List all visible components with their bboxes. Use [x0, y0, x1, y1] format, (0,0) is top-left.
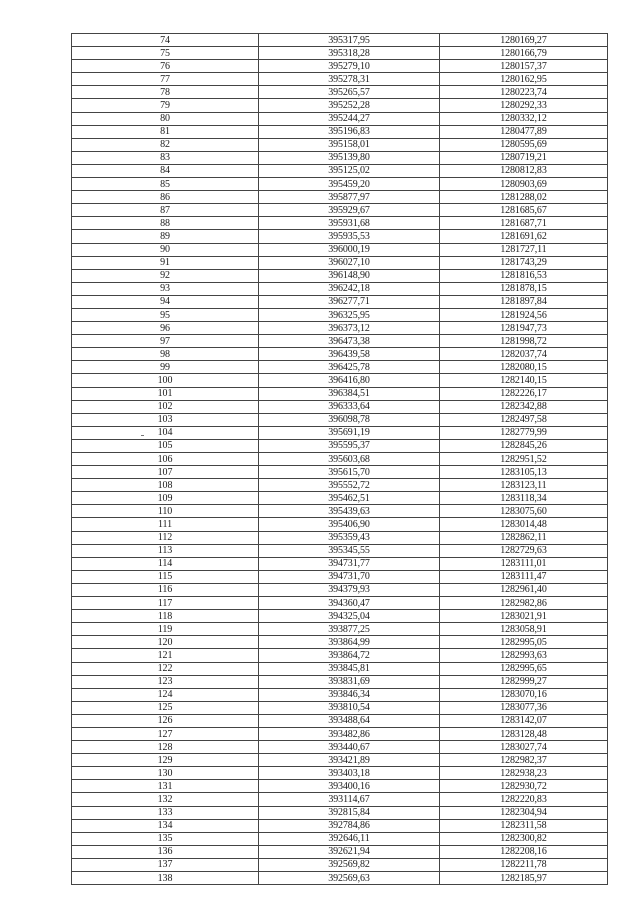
table-row — [72, 60, 608, 73]
x-coordinate-cell: 395318,28 — [259, 47, 440, 60]
x-coordinate-cell: 392784,86 — [259, 819, 440, 832]
table-row — [72, 714, 608, 727]
point-number-cell: 123 — [72, 675, 259, 688]
y-coordinate-cell: 1280595,69 — [440, 138, 608, 151]
x-coordinate-cell: 395935,53 — [259, 230, 440, 243]
table-row — [72, 531, 608, 544]
point-number-cell: 90 — [72, 243, 259, 256]
coordinates-table — [71, 33, 608, 885]
x-coordinate-cell: 395359,43 — [259, 531, 440, 544]
y-coordinate-cell: 1282845,26 — [440, 439, 608, 452]
y-coordinate-cell: 1283123,11 — [440, 479, 608, 492]
y-coordinate-cell: 1280169,27 — [440, 34, 608, 47]
y-coordinate-cell: 1283128,48 — [440, 727, 608, 740]
table-row — [72, 151, 608, 164]
point-number-cell: 108 — [72, 479, 259, 492]
table-row — [72, 727, 608, 740]
point-number-cell: 113 — [72, 544, 259, 557]
coordinates-table-body — [72, 34, 608, 885]
y-coordinate-cell: 1282961,40 — [440, 583, 608, 596]
point-number-cell: 117 — [72, 597, 259, 610]
x-coordinate-cell: 393831,69 — [259, 675, 440, 688]
y-coordinate-cell: 1281743,29 — [440, 256, 608, 269]
y-coordinate-cell: 1281998,72 — [440, 335, 608, 348]
point-number-cell: 132 — [72, 793, 259, 806]
y-coordinate-cell: 1283142,07 — [440, 714, 608, 727]
table-row — [72, 243, 608, 256]
table-row — [72, 308, 608, 321]
x-coordinate-cell: 395931,68 — [259, 217, 440, 230]
x-coordinate-cell: 395158,01 — [259, 138, 440, 151]
y-coordinate-cell: 1280812,83 — [440, 164, 608, 177]
table-row — [72, 374, 608, 387]
point-number-cell: 79 — [72, 99, 259, 112]
x-coordinate-cell: 392815,84 — [259, 806, 440, 819]
table-row — [72, 217, 608, 230]
point-number-cell: 87 — [72, 204, 259, 217]
table-row — [72, 649, 608, 662]
y-coordinate-cell: 1282982,86 — [440, 597, 608, 610]
x-coordinate-cell: 392646,11 — [259, 832, 440, 845]
point-number-cell: 125 — [72, 701, 259, 714]
table-row — [72, 858, 608, 871]
table-row — [72, 793, 608, 806]
table-row — [72, 99, 608, 112]
y-coordinate-cell: 1282185,97 — [440, 872, 608, 885]
point-number-cell: 86 — [72, 191, 259, 204]
table-row — [72, 544, 608, 557]
y-coordinate-cell: 1281947,73 — [440, 322, 608, 335]
x-coordinate-cell: 393845,81 — [259, 662, 440, 675]
point-number-cell: 105 — [72, 439, 259, 452]
y-coordinate-cell: 1282140,15 — [440, 374, 608, 387]
table-row — [72, 191, 608, 204]
x-coordinate-cell: 395877,97 — [259, 191, 440, 204]
point-number-cell: 129 — [72, 754, 259, 767]
point-number-cell: 97 — [72, 335, 259, 348]
table-row — [72, 701, 608, 714]
x-coordinate-cell: 396333,64 — [259, 400, 440, 413]
x-coordinate-cell: 396384,51 — [259, 387, 440, 400]
table-row — [72, 583, 608, 596]
point-number-cell: 134 — [72, 819, 259, 832]
table-row — [72, 295, 608, 308]
x-coordinate-cell: 392621,94 — [259, 845, 440, 858]
point-number-cell: 99 — [72, 361, 259, 374]
x-coordinate-cell: 394731,77 — [259, 557, 440, 570]
x-coordinate-cell: 396373,12 — [259, 322, 440, 335]
y-coordinate-cell: 1282311,58 — [440, 819, 608, 832]
y-coordinate-cell: 1280332,12 — [440, 112, 608, 125]
point-number-cell: 115 — [72, 570, 259, 583]
y-coordinate-cell: 1281687,71 — [440, 217, 608, 230]
table-row — [72, 256, 608, 269]
x-coordinate-cell: 396277,71 — [259, 295, 440, 308]
x-coordinate-cell: 395603,68 — [259, 453, 440, 466]
x-coordinate-cell: 393810,54 — [259, 701, 440, 714]
point-number-cell: 92 — [72, 269, 259, 282]
x-coordinate-cell: 394360,47 — [259, 597, 440, 610]
table-row — [72, 282, 608, 295]
x-coordinate-cell: 395406,90 — [259, 518, 440, 531]
x-coordinate-cell: 395125,02 — [259, 164, 440, 177]
table-row — [72, 570, 608, 583]
point-number-cell: 136 — [72, 845, 259, 858]
y-coordinate-cell: 1282729,63 — [440, 544, 608, 557]
point-number-cell: 112 — [72, 531, 259, 544]
y-coordinate-cell: 1281878,15 — [440, 282, 608, 295]
x-coordinate-cell: 396425,78 — [259, 361, 440, 374]
table-row — [72, 518, 608, 531]
x-coordinate-cell: 395929,67 — [259, 204, 440, 217]
table-row — [72, 453, 608, 466]
y-coordinate-cell: 1283118,34 — [440, 492, 608, 505]
point-number-cell: 130 — [72, 767, 259, 780]
point-number-cell: 107 — [72, 466, 259, 479]
point-number-cell: 77 — [72, 73, 259, 86]
point-number-cell: 106 — [72, 453, 259, 466]
point-number-cell: 126 — [72, 714, 259, 727]
y-coordinate-cell: 1280166,79 — [440, 47, 608, 60]
table-row — [72, 269, 608, 282]
y-coordinate-cell: 1283027,74 — [440, 741, 608, 754]
x-coordinate-cell: 394731,70 — [259, 570, 440, 583]
table-row — [72, 361, 608, 374]
x-coordinate-cell: 393114,67 — [259, 793, 440, 806]
table-row — [72, 387, 608, 400]
y-coordinate-cell: 1282304,94 — [440, 806, 608, 819]
y-coordinate-cell: 1280223,74 — [440, 86, 608, 99]
y-coordinate-cell: 1283111,01 — [440, 557, 608, 570]
x-coordinate-cell: 395278,31 — [259, 73, 440, 86]
x-coordinate-cell: 394379,93 — [259, 583, 440, 596]
table-row — [72, 767, 608, 780]
x-coordinate-cell: 396148,90 — [259, 269, 440, 282]
point-number-cell: 75 — [72, 47, 259, 60]
point-number-cell: 137 — [72, 858, 259, 871]
y-coordinate-cell: 1281897,84 — [440, 295, 608, 308]
table-row — [72, 178, 608, 191]
point-number-cell: 93 — [72, 282, 259, 295]
point-number-cell: 127 — [72, 727, 259, 740]
y-coordinate-cell: 1282779,99 — [440, 426, 608, 439]
table-row — [72, 230, 608, 243]
y-coordinate-cell: 1282999,27 — [440, 675, 608, 688]
x-coordinate-cell: 396416,80 — [259, 374, 440, 387]
y-coordinate-cell: 1280903,69 — [440, 178, 608, 191]
y-coordinate-cell: 1283014,48 — [440, 518, 608, 531]
x-coordinate-cell: 395462,51 — [259, 492, 440, 505]
point-number-cell: 100 — [72, 374, 259, 387]
x-coordinate-cell: 395279,10 — [259, 60, 440, 73]
point-number-cell: 84 — [72, 164, 259, 177]
table-row — [72, 754, 608, 767]
x-coordinate-cell: 395252,28 — [259, 99, 440, 112]
x-coordinate-cell: 393846,34 — [259, 688, 440, 701]
x-coordinate-cell: 395615,70 — [259, 466, 440, 479]
x-coordinate-cell: 393864,99 — [259, 636, 440, 649]
table-row — [72, 413, 608, 426]
x-coordinate-cell: 395196,83 — [259, 125, 440, 138]
point-number-cell: 119 — [72, 623, 259, 636]
point-number-cell: 82 — [72, 138, 259, 151]
table-row — [72, 479, 608, 492]
x-coordinate-cell: 392569,63 — [259, 872, 440, 885]
table-row — [72, 675, 608, 688]
x-coordinate-cell: 395244,27 — [259, 112, 440, 125]
table-row — [72, 466, 608, 479]
point-number-cell: 101 — [72, 387, 259, 400]
y-coordinate-cell: 1282951,52 — [440, 453, 608, 466]
y-coordinate-cell: 1280719,21 — [440, 151, 608, 164]
x-coordinate-cell: 393421,89 — [259, 754, 440, 767]
point-number-cell: 88 — [72, 217, 259, 230]
point-number-cell: 131 — [72, 780, 259, 793]
y-coordinate-cell: 1282930,72 — [440, 780, 608, 793]
table-row — [72, 872, 608, 885]
y-coordinate-cell: 1281924,56 — [440, 308, 608, 321]
table-row — [72, 86, 608, 99]
x-coordinate-cell: 393400,16 — [259, 780, 440, 793]
x-coordinate-cell: 393488,64 — [259, 714, 440, 727]
y-coordinate-cell: 1280292,33 — [440, 99, 608, 112]
point-number-cell: 118 — [72, 610, 259, 623]
table-row — [72, 125, 608, 138]
table-row — [72, 348, 608, 361]
point-number-cell: 78 — [72, 86, 259, 99]
y-coordinate-cell: 1282982,37 — [440, 754, 608, 767]
x-coordinate-cell: 396242,18 — [259, 282, 440, 295]
table-row — [72, 688, 608, 701]
x-coordinate-cell: 395139,80 — [259, 151, 440, 164]
x-coordinate-cell: 395595,37 — [259, 439, 440, 452]
y-coordinate-cell: 1282995,05 — [440, 636, 608, 649]
point-number-cell: 120 — [72, 636, 259, 649]
x-coordinate-cell: 396098,78 — [259, 413, 440, 426]
y-coordinate-cell: 1282220,83 — [440, 793, 608, 806]
table-row — [72, 439, 608, 452]
x-coordinate-cell: 395459,20 — [259, 178, 440, 191]
y-coordinate-cell: 1282938,23 — [440, 767, 608, 780]
point-number-cell: 124 — [72, 688, 259, 701]
y-coordinate-cell: 1282995,65 — [440, 662, 608, 675]
point-number-cell: 135 — [72, 832, 259, 845]
y-coordinate-cell: 1281727,11 — [440, 243, 608, 256]
y-coordinate-cell: 1282300,82 — [440, 832, 608, 845]
y-coordinate-cell: 1282862,11 — [440, 531, 608, 544]
table-row — [72, 662, 608, 675]
x-coordinate-cell: 393482,86 — [259, 727, 440, 740]
point-number-cell: 122 — [72, 662, 259, 675]
table-row — [72, 741, 608, 754]
x-coordinate-cell: 394325,04 — [259, 610, 440, 623]
point-number-cell: 102 — [72, 400, 259, 413]
table-row — [72, 505, 608, 518]
table-row — [72, 335, 608, 348]
y-coordinate-cell: 1282208,16 — [440, 845, 608, 858]
y-coordinate-cell: 1282211,78 — [440, 858, 608, 871]
point-number-cell: 111 — [72, 518, 259, 531]
table-row — [72, 832, 608, 845]
table-row — [72, 597, 608, 610]
y-coordinate-cell: 1282342,88 — [440, 400, 608, 413]
y-coordinate-cell: 1282080,15 — [440, 361, 608, 374]
point-number-cell: 96 — [72, 322, 259, 335]
y-coordinate-cell: 1283105,13 — [440, 466, 608, 479]
table-row — [72, 492, 608, 505]
x-coordinate-cell: 393864,72 — [259, 649, 440, 662]
scan-mark — [141, 435, 144, 436]
y-coordinate-cell: 1280162,95 — [440, 73, 608, 86]
table-row — [72, 806, 608, 819]
y-coordinate-cell: 1281691,62 — [440, 230, 608, 243]
y-coordinate-cell: 1281288,02 — [440, 191, 608, 204]
x-coordinate-cell: 395317,95 — [259, 34, 440, 47]
x-coordinate-cell: 393440,67 — [259, 741, 440, 754]
point-number-cell: 89 — [72, 230, 259, 243]
point-number-cell: 128 — [72, 741, 259, 754]
table-row — [72, 819, 608, 832]
x-coordinate-cell: 393403,18 — [259, 767, 440, 780]
point-number-cell: 95 — [72, 308, 259, 321]
x-coordinate-cell: 395345,55 — [259, 544, 440, 557]
x-coordinate-cell: 395552,72 — [259, 479, 440, 492]
table-row — [72, 322, 608, 335]
table-row — [72, 845, 608, 858]
point-number-cell: 121 — [72, 649, 259, 662]
point-number-cell: 81 — [72, 125, 259, 138]
point-number-cell: 104 — [72, 426, 259, 439]
point-number-cell: 114 — [72, 557, 259, 570]
table-row — [72, 34, 608, 47]
point-number-cell: 91 — [72, 256, 259, 269]
point-number-cell: 76 — [72, 60, 259, 73]
y-coordinate-cell: 1283111,47 — [440, 570, 608, 583]
x-coordinate-cell: 395691,19 — [259, 426, 440, 439]
y-coordinate-cell: 1283075,60 — [440, 505, 608, 518]
x-coordinate-cell: 392569,82 — [259, 858, 440, 871]
table-row — [72, 636, 608, 649]
table-row — [72, 623, 608, 636]
x-coordinate-cell: 396000,19 — [259, 243, 440, 256]
y-coordinate-cell: 1283077,36 — [440, 701, 608, 714]
point-number-cell: 103 — [72, 413, 259, 426]
table-row — [72, 780, 608, 793]
y-coordinate-cell: 1283070,16 — [440, 688, 608, 701]
y-coordinate-cell: 1280157,37 — [440, 60, 608, 73]
y-coordinate-cell: 1282037,74 — [440, 348, 608, 361]
y-coordinate-cell: 1281816,53 — [440, 269, 608, 282]
table-row — [72, 138, 608, 151]
x-coordinate-cell: 396439,58 — [259, 348, 440, 361]
y-coordinate-cell: 1280477,89 — [440, 125, 608, 138]
x-coordinate-cell: 396473,38 — [259, 335, 440, 348]
point-number-cell: 133 — [72, 806, 259, 819]
x-coordinate-cell: 396325,95 — [259, 308, 440, 321]
point-number-cell: 98 — [72, 348, 259, 361]
table-row — [72, 610, 608, 623]
table-row — [72, 73, 608, 86]
x-coordinate-cell: 393877,25 — [259, 623, 440, 636]
table-row — [72, 164, 608, 177]
x-coordinate-cell: 396027,10 — [259, 256, 440, 269]
table-row — [72, 112, 608, 125]
table-row — [72, 47, 608, 60]
point-number-cell: 110 — [72, 505, 259, 518]
point-number-cell: 109 — [72, 492, 259, 505]
table-row — [72, 557, 608, 570]
table-row — [72, 204, 608, 217]
x-coordinate-cell: 395265,57 — [259, 86, 440, 99]
point-number-cell: 80 — [72, 112, 259, 125]
point-number-cell: 74 — [72, 34, 259, 47]
point-number-cell: 94 — [72, 295, 259, 308]
y-coordinate-cell: 1282993,63 — [440, 649, 608, 662]
point-number-cell: 85 — [72, 178, 259, 191]
point-number-cell: 83 — [72, 151, 259, 164]
point-number-cell: 116 — [72, 583, 259, 596]
y-coordinate-cell: 1282226,17 — [440, 387, 608, 400]
x-coordinate-cell: 395439,63 — [259, 505, 440, 518]
y-coordinate-cell: 1283021,91 — [440, 610, 608, 623]
y-coordinate-cell: 1282497,58 — [440, 413, 608, 426]
y-coordinate-cell: 1283058,91 — [440, 623, 608, 636]
point-number-cell: 138 — [72, 872, 259, 885]
table-row — [72, 400, 608, 413]
y-coordinate-cell: 1281685,67 — [440, 204, 608, 217]
table-row — [72, 426, 608, 439]
